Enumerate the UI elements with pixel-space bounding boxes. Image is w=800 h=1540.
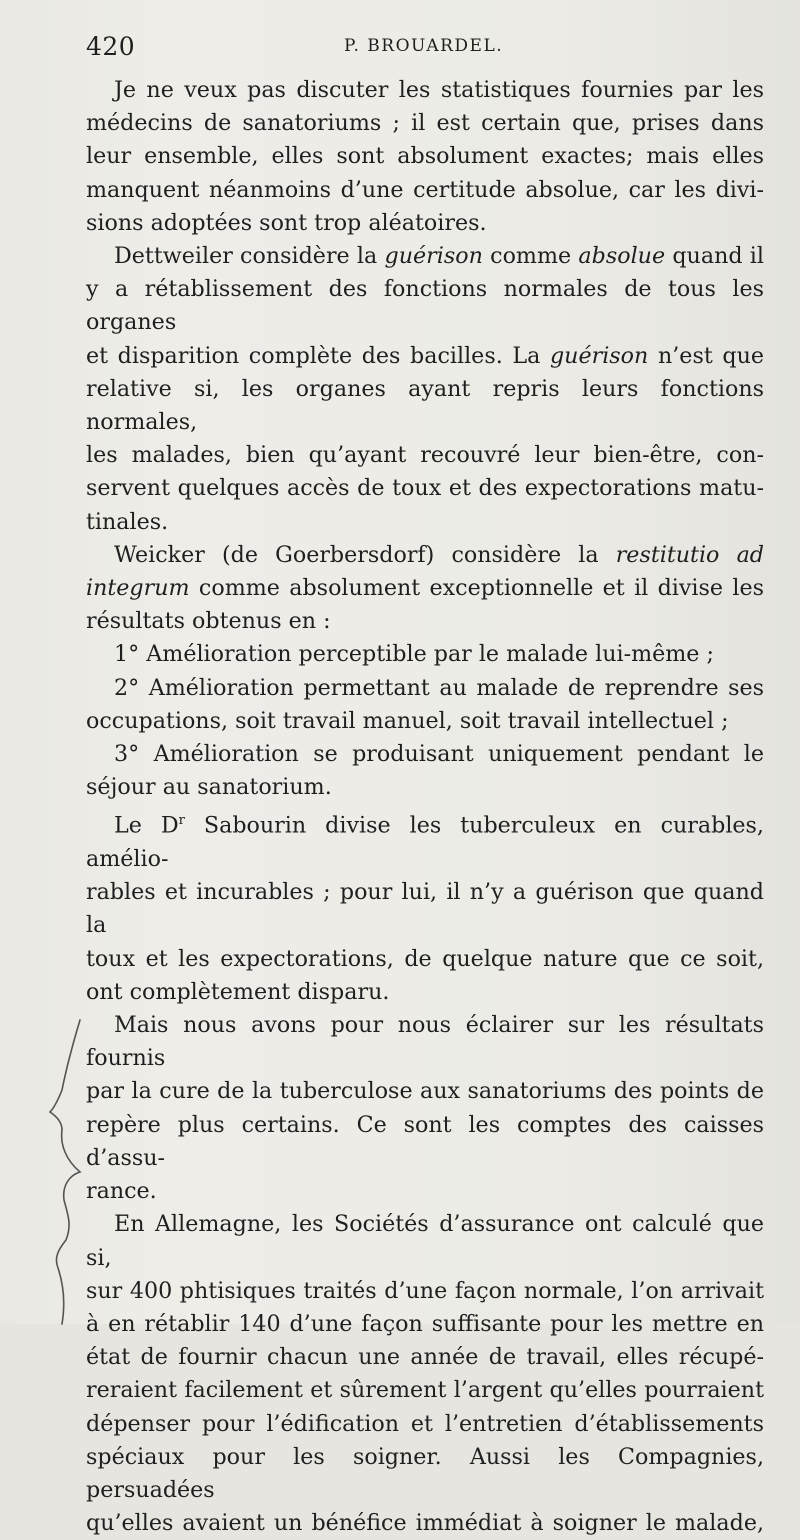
text-line: médecins de sanatoriums ; il est certain que, prises dans: [86, 110, 764, 137]
text-line: rance.: [86, 1178, 157, 1205]
text-line: résultats obtenus en :: [86, 608, 331, 635]
text-line: à en rétablir 140 d’une façon suffisante pour les mettre en: [86, 1310, 764, 1337]
text-line: qu’elles avaient un bénéfice immédiat à soigner le malade,: [86, 1510, 764, 1537]
text-line: y a rétablissement des fonctions normales de tous les organes: [86, 276, 764, 336]
text-line: En Allemagne, les Sociétés d’assurance ont calculé que si,: [86, 1211, 764, 1271]
text-line: 1° Amélioration perceptible par le malade lui-même ;: [114, 641, 714, 668]
paragraph-2: [86, 240, 764, 539]
text-line: Le $D^r$ Sabourin divise les tuberculeux en curables, amélio-: [86, 812, 764, 873]
italic-term: guérison: [384, 243, 483, 270]
text-line: sions adoptées sont trop aléatoires.: [86, 209, 487, 236]
text-line: Weicker (de Goerbersdorf) considère la restitutio ad: [114, 541, 764, 568]
page-header: [82, 32, 772, 60]
text-line: et disparition complète des bacilles. La guérison n’est que: [86, 342, 764, 369]
list-item-1: [86, 638, 764, 671]
text-line: état de fournir chacun une année de travail, elles récupé-: [86, 1344, 764, 1371]
body-text: [86, 74, 764, 1540]
paragraph-3: [86, 539, 764, 639]
text-line: repère plus certains. Ce sont les comptes des caisses d’assu-: [86, 1111, 764, 1171]
italic-term: absolue: [578, 243, 666, 270]
text-line: reraient facilement et sûrement l’argent qu’elles pourraient: [86, 1377, 764, 1404]
italic-term: guérison: [549, 342, 649, 369]
paragraph-1: [86, 74, 764, 240]
text-line: rables et incurables ; pour lui, il n’y a guérison que quand la: [86, 879, 764, 939]
text-line: Je ne veux pas discuter les statistiques fournies par les: [114, 77, 764, 103]
text-line: leur ensemble, elles sont absolument exactes; mais elles: [86, 143, 764, 170]
text-line: Mais nous avons pour nous éclairer sur les résultats fournis: [86, 1012, 764, 1072]
text-line: servent quelques accès de toux et des expectorations matu-: [86, 475, 764, 502]
text-line: 3° Amélioration se produisant uniquement pendant le: [114, 741, 764, 768]
text-line: relative si, les organes ayant repris leurs fonctions normales,: [86, 375, 764, 436]
text-line: tinales.: [86, 508, 169, 535]
text-line: les malades, bien qu’ayant recouvré leur bien-être, con-: [86, 442, 764, 469]
italic-term: integrum: [86, 575, 190, 602]
text-line: dépenser pour l’édification et l’entretien d’établissements: [86, 1410, 764, 1437]
text-line: ont complètement disparu.: [86, 978, 390, 1005]
paragraph-caisses: [86, 1009, 764, 1208]
running-head: P. BROUARDEL.: [344, 36, 504, 56]
text-line: séjour au sanatorium.: [86, 774, 332, 801]
text-line: 2° Amélioration permettant au malade de reprendre ses: [114, 674, 764, 701]
page-number: 420: [86, 32, 136, 61]
text-line: occupations, soit travail manuel, soit travail intellectuel ;: [86, 707, 729, 734]
superscript: r: [178, 813, 185, 829]
text-line: toux et les expectorations, de quelque nature que ce soit,: [86, 945, 764, 972]
text-line: Dettweiler considère la guérison comme absolue quand il: [114, 243, 764, 270]
paragraph-allemagne: [86, 1208, 764, 1540]
text-line: sur 400 phtisiques traités d’une façon normale, l’on arrivait: [86, 1277, 764, 1304]
italic-term: restitutio ad: [615, 541, 764, 568]
list-item-3: [86, 738, 764, 804]
text-line: spéciaux pour les soigner. Aussi les Compagnies, persuadées: [86, 1443, 764, 1503]
text-line: integrum comme absolument exceptionnelle et il divise les: [86, 575, 764, 602]
text-line: manquent néanmoins d’une certitude absolue, car les divi-: [86, 176, 764, 203]
paragraph-sabourin: [86, 804, 764, 1009]
list-item-2: [86, 672, 764, 738]
text-line: par la cure de la tuberculose aux sanatoriums des points de: [86, 1078, 764, 1105]
